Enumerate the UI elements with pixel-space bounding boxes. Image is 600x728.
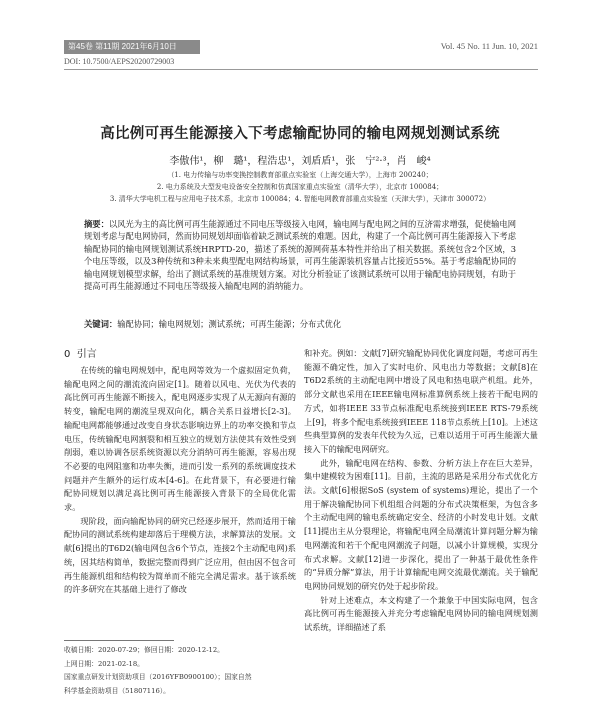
footnote-line: 收稿日期：2020-07-29；修回日期：2020-12-12。	[64, 646, 224, 654]
body-paragraph: 在传统的输电网规划中，配电网等效为一个虚拟固定负荷，输配电网之间的潮流流向固定[1]。随着以风电、光伏为代表的高比例可再生能源不断接入，配电网逐步实现了从无源向有源的转变，输配电网的潮流呈现双向化，耦合关系日益增长[2-3]。输配电网都能够通过改变自身状态影响边界上的功率交换和节点电压，传统输配电网割裂和相互独立的规划方法使其有效性受到削弱，难以协调各层系统资源以充分消纳可再生能源，容易出现不必要的电网阻塞和功率失衡，进而引发一系列的系统调度技术问题并产生额外的运行成本[4-6]。在此背景下，有必要进行输配协同规划以满足高比例可再生能源接入背景下的全局优化需求。	[64, 365, 296, 513]
authors: 李傲伟¹，柳 璐¹，程浩忠¹，刘盾盾¹，张 宁²·³，肖 峻⁴	[169, 156, 431, 167]
footnotes	[64, 644, 296, 698]
footnote-line: 上网日期：2021-02-18。	[64, 659, 144, 668]
affiliation-line: 3. 清华大学电机工程与应用电子技术系，北京市 100084；4. 智能电网教育部重点实验室（天津大学），天津市 300072）	[109, 195, 491, 203]
footnote-line: 科学基金资助项目（51807116）。	[64, 686, 170, 695]
footnote-rule	[64, 640, 174, 641]
affiliation-line: （1. 电力传输与功率变换控制教育部重点实验室（上海交通大学），上海市 200240；	[167, 171, 433, 179]
abstract	[84, 218, 516, 292]
body-paragraph: 针对上述难点，本文构建了一个兼象于中国实际电网，包含高比例可再生能源接入并充分考虑输配电网协同的输电网规划测试系统，详细描述了系	[304, 594, 538, 633]
journal-issue-english: Vol. 45 No. 11 Jun. 10, 2021	[440, 41, 538, 51]
journal-issue-badge: 第45卷 第11期 2021年6月10日	[64, 40, 200, 54]
footnote-line: 国家重点研发计划资助项目（2016YFB0900100）；国家自然	[64, 673, 252, 681]
keywords-text: 输配协同；输电网规划；测试系统；可再生能源；分布式优化	[117, 319, 342, 329]
doi: DOI: 10.7500/AEPS20200729003	[64, 57, 175, 66]
section-title: 引言	[76, 349, 97, 360]
section-heading	[64, 345, 97, 360]
body-paragraph: 现阶段，面向输配协同的研究已经逐步展开，然而适用于输配协同的测试系统构建却落后于理模方法，求解算法的发展。文献[6]提出的T6D2(输电网包含6个节点，连接2个主动配电网)系统，因其结构简单，数据完整而得到广泛应用，但由因不包含可再生能源机组和结构较为简单而不能完全满足需求。基于该系统的许多研究在其基础上进行了修改	[64, 515, 296, 595]
abstract-text: 以风光为主的高比例可再生能源通过不同电压等级接入电网，输电网与配电网之间的互济需求增强，促使输电网规划考虑与配电网协同，然而协同规划却面临着缺乏测试系统的难题。因此，构建了一个高比例可再生能源接入下考虑输配协同的输电网规划测试系统HRPTD-20，描述了系统的源网荷基本特性并给出了相关数据。系统包含2个区域，3个电压等级，以及3种传统和3种未来典型配电网结构场景，可再生能源装机容量占比接近55%。基于考虑输配协同的输电网规划模型求解，给出了测试系统的基准规划方案。对比分析验证了该测试系统可以用于输配电协同规划，有助于提高可再生能源通过不同电压等级接入输配电网的消纳能力。	[84, 219, 516, 292]
paper-title: 高比例可再生能源接入下考虑输配协同的输电网规划测试系统	[100, 126, 500, 142]
left-column	[64, 364, 296, 597]
header-rule	[64, 69, 538, 70]
body-paragraph: 和补充。例如：文献[7]研究输配协同优化调度问题，考虑可再生能源不确定性，加入了实时电价、风电出力等数据；文献[8]在T6D2系统的主动配电网中增设了风电和热电联产机组。此外，部分文献也采用在IEEE输电网标准算例系统上接若干配电网的方式，如将IEEE 33节点标准配电系统接到IEEE RTS-79系统上[9]，将多个配电系统接到IEEE 118节点系统上[10]。上述这些典型算例的发表年代较为久远，已难以适用于可再生能源大量接入下的输配电网研究。	[304, 348, 538, 454]
right-column	[304, 347, 538, 635]
keywords-label: 关键词：	[84, 319, 118, 329]
body-paragraph: 此外，输配电网在结构、参数、分析方法上存在巨大差异，集中建模较为困难[11]。目前，主流的思路是采用分布式优化方法。文献[6]根据SoS (system of systems)理论，提出了一个用于解决输配协同下机组组合问题的分布式决策框架，为包含多个主动配电网的输电系统确定安全、经济的小时发电计划。文献[11]提出主从分裂理论，将输配电网全局潮流计算问题分解为输电网潮流和若干个配电网潮流子问题，以减小计算规模，实现分布式求解。文献[12]进一步深化，提出了一种基于最优性条件的“异质分解”算法，用于计算输配电网交流最优潮流。关于输配电网协同规划的研究仍处于起步阶段。	[304, 457, 538, 591]
section-number: 0	[64, 349, 71, 360]
keywords	[84, 318, 516, 330]
affiliation-line: 2. 电力系统及大型发电设备安全控制和仿真国家重点实验室（清华大学），北京市 100084；	[156, 183, 444, 191]
abstract-label: 摘要：	[84, 219, 109, 229]
